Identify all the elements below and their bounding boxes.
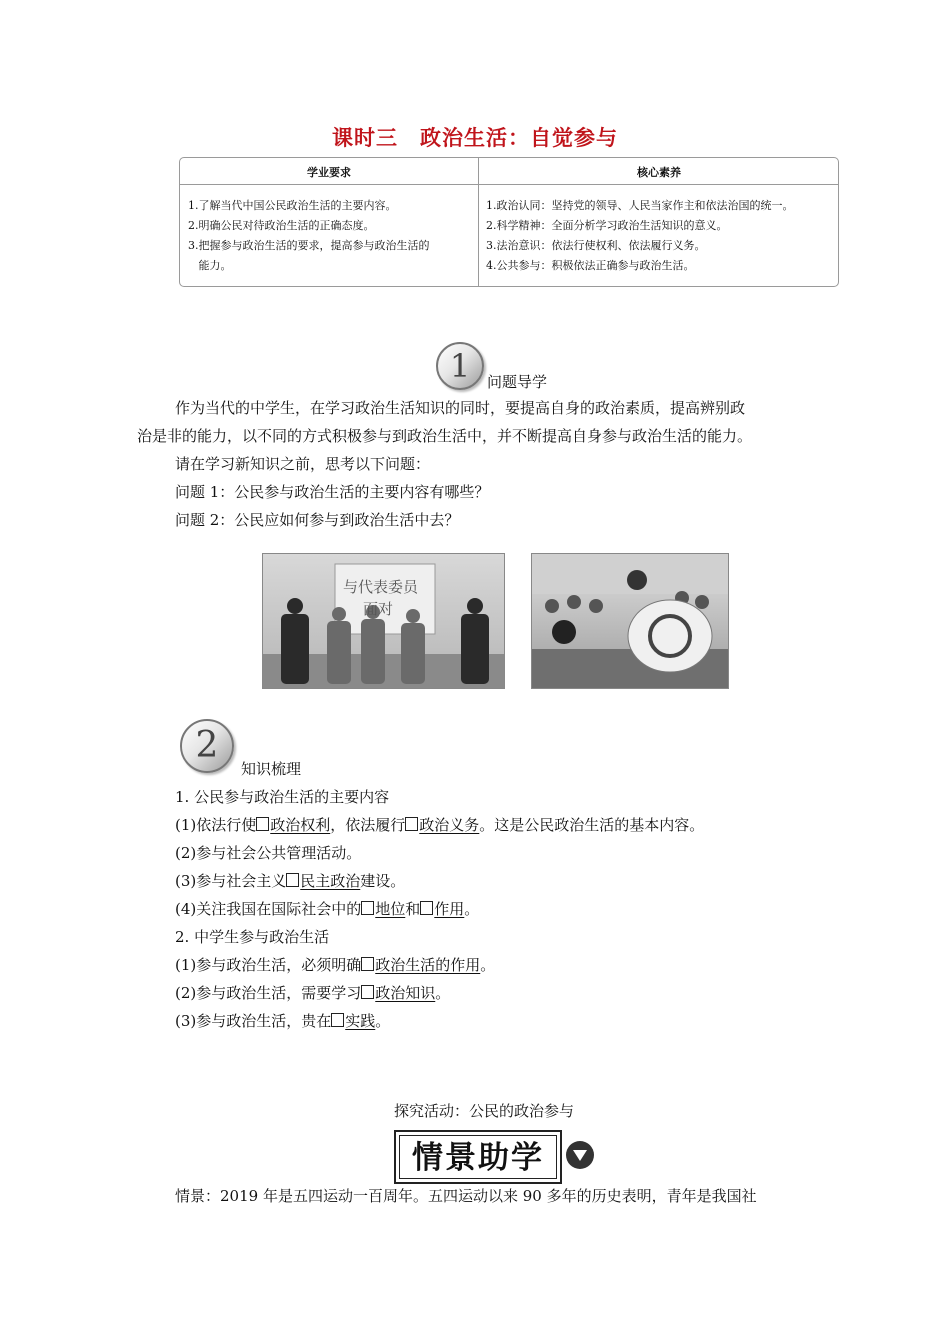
- fill-line: (1)依法行使 政治权利，依法履行 政治义务。这是公民政治生活的基本内容。: [175, 816, 705, 834]
- checkbox-icon: [420, 901, 433, 915]
- fill-line: (4)关注我国在国际社会中的 地位和 作用。: [175, 900, 480, 918]
- scenario-banner-text: 情景助学: [399, 1135, 557, 1179]
- list-item: 2.科学精神：全面分析学习政治生活知识的意义。: [486, 219, 728, 232]
- checkbox-icon: [361, 985, 374, 999]
- fill-line: (1)参与政治生活，必须明确 政治生活的作用。: [175, 956, 496, 974]
- section-heading: 知识梳理: [241, 760, 302, 778]
- scenario-banner: [394, 1130, 562, 1184]
- fill-line: (2)参与政治生活，需要学习 政治知识。: [175, 984, 451, 1002]
- answer-blank: 政治权利: [256, 816, 330, 834]
- triangle-down-icon: [566, 1141, 594, 1169]
- table-divider: [478, 158, 479, 286]
- group-photo-illustration: [263, 554, 504, 688]
- requirements-table: [179, 157, 839, 287]
- answer-blank: 实践: [331, 1012, 375, 1030]
- classroom-illustration: [532, 554, 728, 688]
- academic-requirements-list: [188, 196, 430, 276]
- page-title: 课时三 政治生活：自觉参与: [332, 125, 618, 150]
- answer-blank: 作用: [420, 900, 464, 918]
- list-item: 4.公共参与：积极依法正确参与政治生活。: [486, 259, 695, 272]
- scenario-text: 情景：2019 年是五四运动一百周年。五四运动以来 90 多年的历史表明，青年是我国社: [175, 1187, 757, 1205]
- question-2: 问题 2：公民应如何参与到政治生活中去？: [175, 511, 460, 529]
- subheading: 2. 中学生参与政治生活: [175, 928, 330, 946]
- answer-blank: 政治知识: [361, 984, 435, 1002]
- checkbox-icon: [286, 873, 299, 887]
- table-header: [180, 158, 838, 185]
- list-item: 1.了解当代中国公民政治生活的主要内容。: [188, 199, 397, 212]
- checkbox-icon: [331, 1013, 344, 1027]
- banner-text: 与代表委员: [343, 578, 419, 596]
- header-academic-requirements: 学业要求: [307, 166, 351, 179]
- checkbox-icon: [361, 901, 374, 915]
- intro-paragraph-line: 治是非的能力，以不同的方式积极参与到政治生活中，并不断提高自身参与政治生活的能力。: [137, 427, 753, 445]
- subheading: 1. 公民参与政治生活的主要内容: [175, 788, 390, 806]
- checkbox-icon: [256, 817, 269, 831]
- fill-line: (3)参与社会主义 民主政治建设。: [175, 872, 406, 890]
- answer-blank: 政治生活的作用: [361, 956, 480, 974]
- think-prompt: 请在学习新知识之前，思考以下问题：: [175, 455, 431, 473]
- activity-title: 探究活动：公民的政治参与: [394, 1102, 575, 1120]
- section-number-badge: 1: [436, 342, 484, 390]
- answer-blank: 地位: [361, 900, 405, 918]
- list-item: 2.明确公民对待政治生活的正确态度。: [188, 219, 375, 232]
- checkbox-icon: [361, 957, 374, 971]
- question-1: 问题 1：公民参与政治生活的主要内容有哪些？: [175, 483, 490, 501]
- core-literacy-list: [486, 196, 794, 276]
- fill-line: (2)参与社会公共管理活动。: [175, 844, 362, 862]
- section-number-badge: 2: [180, 719, 234, 773]
- answer-blank: 政治义务: [405, 816, 479, 834]
- delegates-group-photo: [262, 553, 505, 689]
- checkbox-icon: [405, 817, 418, 831]
- list-item: 3.法治意识：依法行使权利、依法履行义务。: [486, 239, 706, 252]
- header-core-literacy: 核心素养: [637, 166, 681, 179]
- answer-blank: 民主政治: [286, 872, 360, 890]
- classroom-photo: [531, 553, 729, 689]
- intro-paragraph-line: 作为当代的中学生，在学习政治生活知识的同时，要提高自身的政治素质，提高辨别政: [175, 399, 746, 417]
- list-item: 3.把握参与政治生活的要求，提高参与政治生活的: [188, 239, 430, 252]
- list-item: 1.政治认同：坚持党的领导、人民当家作主和依法治国的统一。: [486, 199, 794, 212]
- section-heading: 问题导学: [487, 373, 548, 391]
- fill-line: (3)参与政治生活，贵在 实践。: [175, 1012, 391, 1030]
- list-item: 能力。: [188, 259, 232, 272]
- banner-text: 面对: [363, 600, 394, 618]
